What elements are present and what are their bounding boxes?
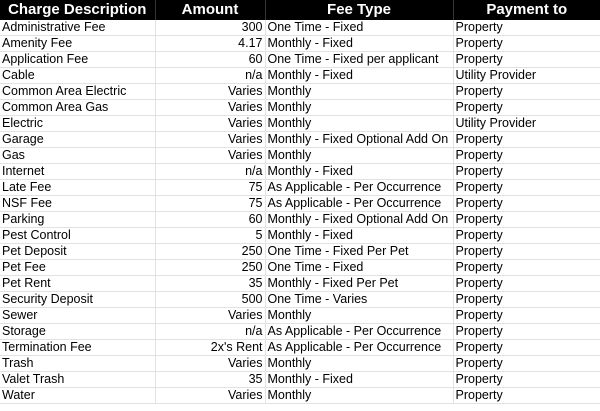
payment-to-cell[interactable]: Property — [453, 388, 600, 404]
amount-cell[interactable]: 60 — [155, 212, 265, 228]
fee-type-cell[interactable]: Monthly — [265, 100, 453, 116]
charge-description-cell[interactable]: Internet — [0, 164, 155, 180]
payment-to-cell[interactable]: Property — [453, 164, 600, 180]
amount-cell[interactable]: 2x's Rent — [155, 340, 265, 356]
payment-to-cell[interactable]: Property — [453, 180, 600, 196]
amount-cell[interactable]: Varies — [155, 356, 265, 372]
amount-cell[interactable]: Varies — [155, 388, 265, 404]
charge-description-cell[interactable]: Amenity Fee — [0, 36, 155, 52]
amount-cell[interactable]: Varies — [155, 100, 265, 116]
table-row — [0, 244, 600, 260]
table-row — [0, 292, 600, 308]
charge-description-cell[interactable]: Electric — [0, 116, 155, 132]
fee-type-cell[interactable]: Monthly - Fixed — [265, 164, 453, 180]
fee-type-cell[interactable]: One Time - Varies — [265, 292, 453, 308]
payment-to-cell[interactable]: Property — [453, 276, 600, 292]
fee-type-cell[interactable]: Monthly - Fixed — [265, 36, 453, 52]
charge-description-cell[interactable]: Pet Deposit — [0, 244, 155, 260]
table-row — [0, 116, 600, 132]
payment-to-cell[interactable]: Property — [453, 212, 600, 228]
fee-type-cell[interactable]: As Applicable - Per Occurrence — [265, 180, 453, 196]
fee-type-cell[interactable]: As Applicable - Per Occurrence — [265, 196, 453, 212]
payment-to-cell[interactable]: Utility Provider — [453, 68, 600, 84]
payment-to-cell[interactable]: Property — [453, 36, 600, 52]
charge-description-cell[interactable]: Pet Fee — [0, 260, 155, 276]
payment-to-cell[interactable]: Property — [453, 132, 600, 148]
table-row — [0, 260, 600, 276]
table-row — [0, 308, 600, 324]
fee-type-cell[interactable]: As Applicable - Per Occurrence — [265, 340, 453, 356]
amount-cell[interactable]: n/a — [155, 164, 265, 180]
charge-description-cell[interactable]: NSF Fee — [0, 196, 155, 212]
amount-cell[interactable]: 5 — [155, 228, 265, 244]
payment-to-cell[interactable]: Property — [453, 244, 600, 260]
fee-type-cell[interactable]: Monthly - Fixed Optional Add On — [265, 212, 453, 228]
charge-description-cell[interactable]: Administrative Fee — [0, 20, 155, 36]
fee-type-cell[interactable]: One Time - Fixed Per Pet — [265, 244, 453, 260]
table-row — [0, 84, 600, 100]
header-charge-description[interactable]: Charge Description — [0, 0, 155, 20]
charge-description-cell[interactable]: Trash — [0, 356, 155, 372]
amount-cell[interactable]: 35 — [155, 276, 265, 292]
amount-cell[interactable]: 500 — [155, 292, 265, 308]
amount-cell[interactable]: Varies — [155, 116, 265, 132]
table-row — [0, 276, 600, 292]
amount-cell[interactable]: 250 — [155, 260, 265, 276]
amount-cell[interactable]: 250 — [155, 244, 265, 260]
fee-type-cell[interactable]: Monthly - Fixed Optional Add On — [265, 132, 453, 148]
fee-type-cell[interactable]: Monthly — [265, 116, 453, 132]
table-body — [0, 20, 600, 404]
header-amount[interactable]: Amount — [155, 0, 265, 20]
charge-description-cell[interactable]: Common Area Gas — [0, 100, 155, 116]
table-header — [0, 0, 600, 20]
payment-to-cell[interactable]: Property — [453, 324, 600, 340]
charge-description-cell[interactable]: Valet Trash — [0, 372, 155, 388]
header-row — [0, 0, 600, 20]
charge-description-cell[interactable]: Application Fee — [0, 52, 155, 68]
fee-type-cell[interactable]: Monthly — [265, 356, 453, 372]
charge-description-cell[interactable]: Water — [0, 388, 155, 404]
header-fee-type[interactable]: Fee Type — [265, 0, 453, 20]
table-row — [0, 324, 600, 340]
table-row — [0, 52, 600, 68]
charge-description-cell[interactable]: Sewer — [0, 308, 155, 324]
payment-to-cell[interactable]: Property — [453, 356, 600, 372]
amount-cell[interactable]: n/a — [155, 324, 265, 340]
table-row — [0, 212, 600, 228]
table-row — [0, 340, 600, 356]
payment-to-cell[interactable]: Property — [453, 148, 600, 164]
charge-description-cell[interactable]: Pest Control — [0, 228, 155, 244]
fee-type-cell[interactable]: One Time - Fixed — [265, 260, 453, 276]
table-row — [0, 228, 600, 244]
table-row — [0, 180, 600, 196]
fee-type-cell[interactable]: Monthly — [265, 308, 453, 324]
table-row — [0, 388, 600, 404]
fee-type-cell[interactable]: Monthly — [265, 388, 453, 404]
table-row — [0, 148, 600, 164]
charge-description-cell[interactable]: Security Deposit — [0, 292, 155, 308]
table-row — [0, 36, 600, 52]
payment-to-cell[interactable]: Property — [453, 52, 600, 68]
payment-to-cell[interactable]: Property — [453, 100, 600, 116]
header-payment-to[interactable]: Payment to — [453, 0, 600, 20]
charge-description-cell[interactable]: Garage — [0, 132, 155, 148]
amount-cell[interactable]: n/a — [155, 68, 265, 84]
fee-type-cell[interactable]: Monthly - Fixed — [265, 228, 453, 244]
payment-to-cell[interactable]: Property — [453, 308, 600, 324]
payment-to-cell[interactable]: Property — [453, 340, 600, 356]
payment-to-cell[interactable]: Property — [453, 20, 600, 36]
fee-type-cell[interactable]: One Time - Fixed — [265, 20, 453, 36]
charge-description-cell[interactable]: Cable — [0, 68, 155, 84]
table-row — [0, 372, 600, 388]
charge-description-cell[interactable]: Termination Fee — [0, 340, 155, 356]
fee-type-cell[interactable]: As Applicable - Per Occurrence — [265, 324, 453, 340]
fee-type-cell[interactable]: Monthly — [265, 84, 453, 100]
payment-to-cell[interactable]: Property — [453, 228, 600, 244]
fee-type-cell[interactable]: Monthly - Fixed Per Pet — [265, 276, 453, 292]
fee-type-cell[interactable]: One Time - Fixed per applicant — [265, 52, 453, 68]
charge-description-cell[interactable]: Late Fee — [0, 180, 155, 196]
payment-to-cell[interactable]: Property — [453, 292, 600, 308]
amount-cell[interactable]: 60 — [155, 52, 265, 68]
table-row — [0, 164, 600, 180]
amount-cell[interactable]: 300 — [155, 20, 265, 36]
fee-type-cell[interactable]: Monthly - Fixed — [265, 68, 453, 84]
table-row — [0, 196, 600, 212]
payment-to-cell[interactable]: Property — [453, 84, 600, 100]
table-row — [0, 132, 600, 148]
fee-type-cell[interactable]: Monthly — [265, 148, 453, 164]
charge-description-cell[interactable]: Gas — [0, 148, 155, 164]
payment-to-cell[interactable]: Property — [453, 372, 600, 388]
amount-cell[interactable]: 75 — [155, 180, 265, 196]
amount-cell[interactable]: Varies — [155, 84, 265, 100]
amount-cell[interactable]: Varies — [155, 132, 265, 148]
amount-cell[interactable]: Varies — [155, 308, 265, 324]
table-row — [0, 68, 600, 84]
payment-to-cell[interactable]: Property — [453, 260, 600, 276]
amount-cell[interactable]: Varies — [155, 148, 265, 164]
payment-to-cell[interactable]: Property — [453, 196, 600, 212]
charge-description-cell[interactable]: Common Area Electric — [0, 84, 155, 100]
amount-cell[interactable]: 35 — [155, 372, 265, 388]
amount-cell[interactable]: 4.17 — [155, 36, 265, 52]
table-row — [0, 20, 600, 36]
fee-type-cell[interactable]: Monthly - Fixed — [265, 372, 453, 388]
amount-cell[interactable]: 75 — [155, 196, 265, 212]
payment-to-cell[interactable]: Utility Provider — [453, 116, 600, 132]
table-row — [0, 356, 600, 372]
table-row — [0, 100, 600, 116]
charge-description-cell[interactable]: Pet Rent — [0, 276, 155, 292]
charge-description-cell[interactable]: Storage — [0, 324, 155, 340]
charge-description-cell[interactable]: Parking — [0, 212, 155, 228]
